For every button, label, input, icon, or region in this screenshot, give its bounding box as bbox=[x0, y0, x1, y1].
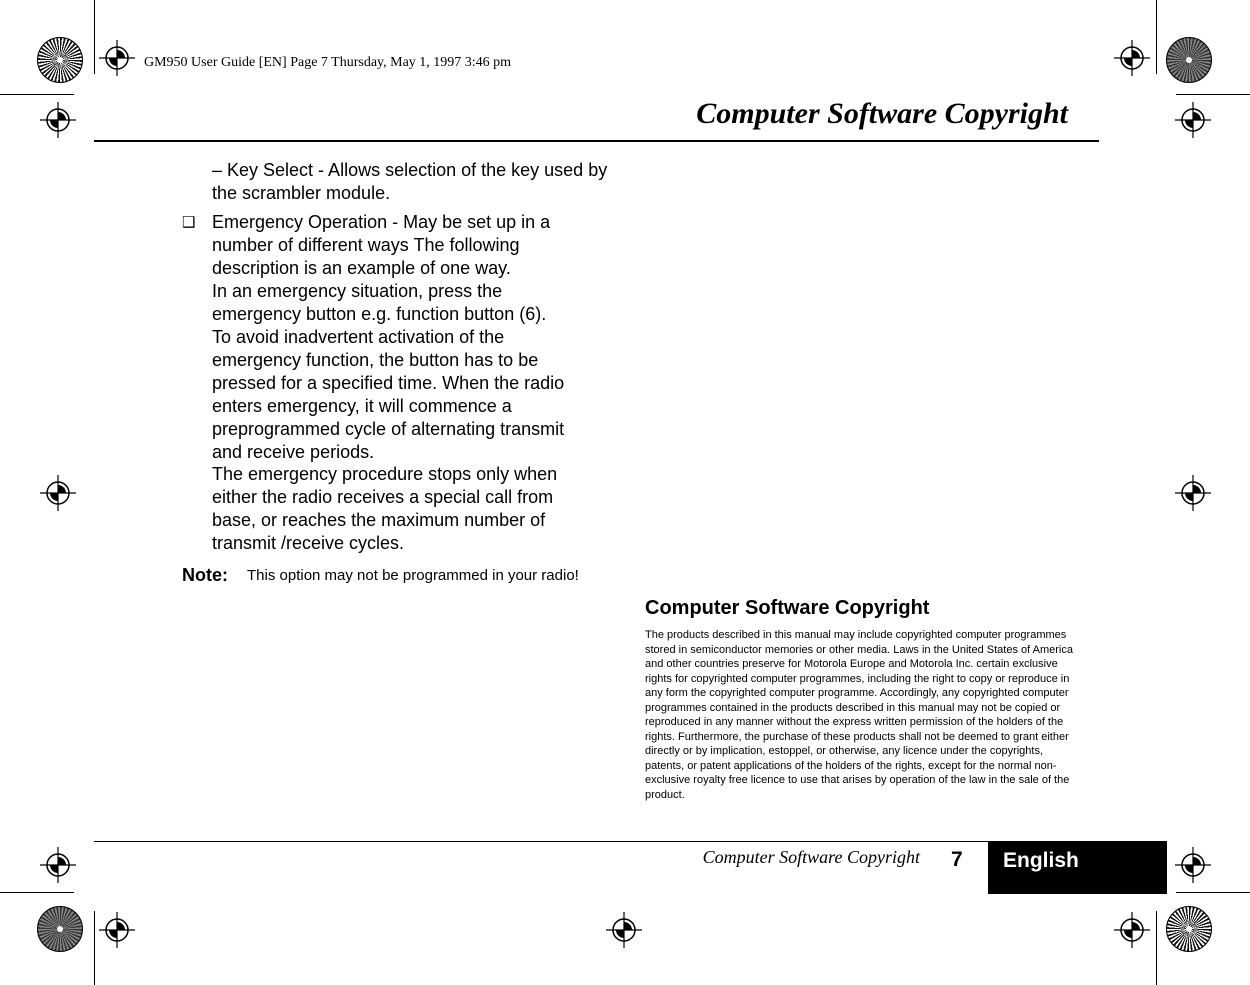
crop-mark bbox=[1156, 911, 1157, 985]
crop-mark bbox=[1156, 0, 1157, 74]
registration-mark-icon bbox=[1114, 40, 1150, 76]
emergency-paragraph: The emergency procedure stops only when either the radio receives a special call from base, or reaches the maximum number of transmit /receive cycles. bbox=[212, 464, 558, 553]
registration-mark-icon bbox=[40, 847, 76, 883]
footer-title: Computer Software Copyright bbox=[702, 847, 920, 867]
print-slug: GM950 User Guide [EN] Page 7 Thursday, May 1, 1997 3:46 pm bbox=[144, 55, 512, 70]
registration-mark-icon bbox=[1114, 912, 1150, 948]
registration-mark-icon bbox=[40, 102, 76, 138]
crop-mark bbox=[1176, 94, 1250, 95]
page-number: 7 bbox=[951, 848, 963, 871]
checkbox-bullet-icon: ❑ bbox=[182, 213, 196, 231]
header-rule bbox=[94, 140, 1099, 142]
emergency-paragraph: Emergency Operation - May be set up in a number of different ways The following description is an example of one way. bbox=[212, 212, 551, 278]
crop-mark bbox=[1176, 892, 1250, 893]
starburst-color-bar-icon bbox=[1166, 37, 1212, 83]
note-text: This option may not be programmed in your radio! bbox=[247, 567, 579, 584]
emergency-paragraph: To avoid inadvertent activation of the emergency function, the button has to be pressed for a specified time. When the radio enters emergency, it will commence a preprogrammed cycle of alternating transmit and receive periods. bbox=[212, 327, 565, 462]
key-select-item: – Key Select - Allows selection of the key used by the scrambler module. bbox=[212, 160, 608, 203]
starburst-color-bar-icon bbox=[1166, 906, 1212, 952]
section-heading: Computer Software Copyright bbox=[645, 597, 930, 619]
registration-mark-icon bbox=[99, 40, 135, 76]
starburst-color-bar-icon bbox=[37, 906, 83, 952]
crop-mark bbox=[0, 94, 74, 95]
crop-mark bbox=[0, 892, 74, 893]
page-title: Computer Software Copyright bbox=[696, 97, 1068, 130]
language-tab bbox=[988, 842, 1167, 894]
starburst-color-bar-icon bbox=[37, 37, 83, 83]
language-tab-label: English bbox=[1003, 849, 1079, 872]
note-label: Note: bbox=[182, 565, 228, 585]
emergency-paragraph: In an emergency situation, press the emergency button e.g. function button (6). bbox=[212, 281, 547, 324]
crop-mark bbox=[94, 911, 95, 985]
copyright-notice: The products described in this manual may include copyrighted computer programmes stored in semiconductor memories or other media. Laws in the United States of America and other countries preserve for Motorola Europe and Motorola Inc. certain exclusive rights for copyrighted computer programmes, including the right to copy or reproduce in any form the copyrighted computer programme. Accordingly, any copyrighted computer programmes contained in the products described in this manual may not be copied or reproduced in any manner without the express written permission of the holders of the rights. Furthermore, the purchase of these products shall not be deemed to grant either directly or by implication, estoppel, or otherwise, any licence under the copyrights, patents, or patent applications of the holders of the rights, except for the normal non-exclusive royalty free licence to use that arises by operation of the law in the sale of the product. bbox=[645, 629, 1073, 801]
registration-mark-icon bbox=[1175, 102, 1211, 138]
registration-mark-icon bbox=[1175, 847, 1211, 883]
registration-mark-icon bbox=[99, 912, 135, 948]
registration-mark-icon bbox=[606, 912, 642, 948]
registration-mark-icon bbox=[40, 475, 76, 511]
crop-mark bbox=[94, 0, 95, 74]
registration-mark-icon bbox=[1175, 475, 1211, 511]
